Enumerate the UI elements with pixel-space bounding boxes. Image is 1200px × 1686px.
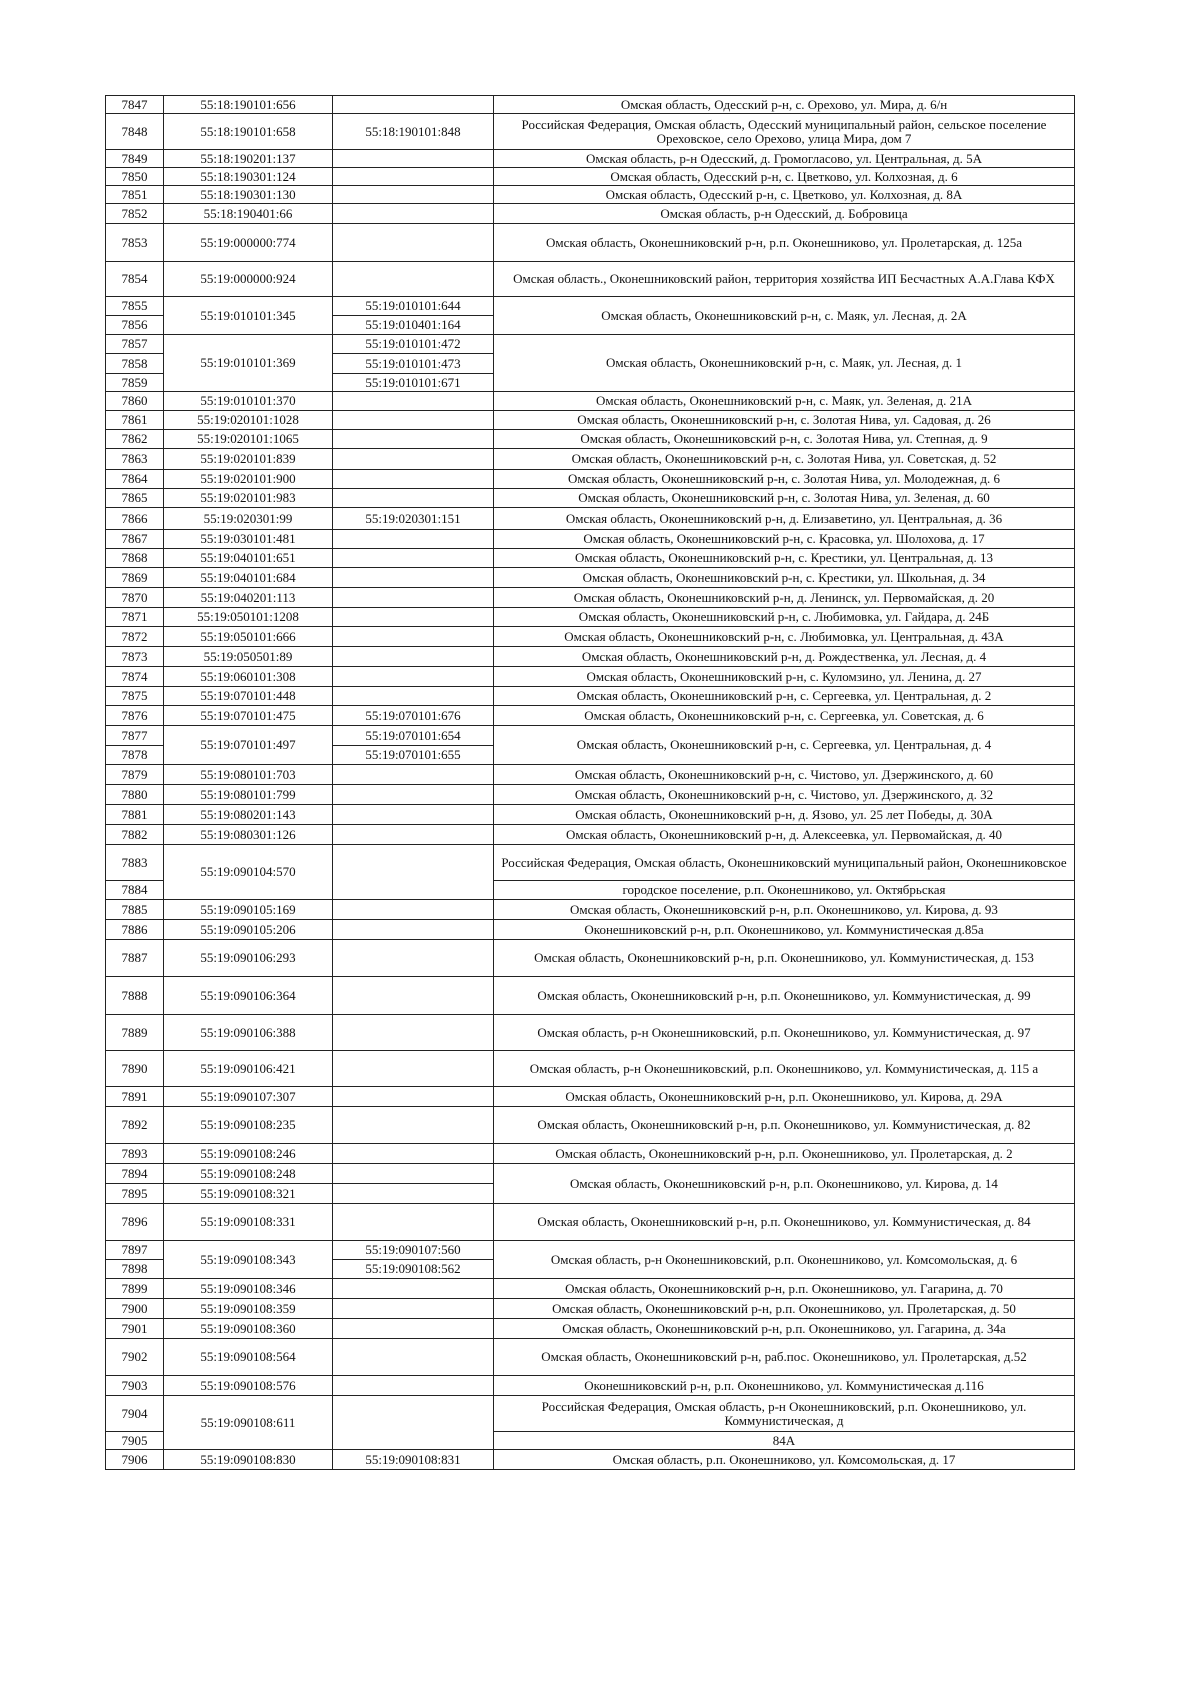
row-number-cell: 7897 (106, 1241, 164, 1260)
table-row (106, 726, 1075, 746)
address-cell: Омская область, Оконешниковский р-н, с. Красовка, ул. Шолохова, д. 17 (494, 530, 1075, 549)
address-cell: Омская область, р-н Оконешниковский, р.п. Оконешниково, ул. Коммунистическая, д. 97 (494, 1015, 1075, 1051)
related-cadastral-number-cell (333, 1107, 494, 1144)
table-row (106, 667, 1075, 687)
cadastral-number-cell: 55:18:190101:658 (164, 114, 333, 150)
row-number-cell: 7888 (106, 977, 164, 1015)
related-cadastral-number-cell (333, 785, 494, 805)
row-number-cell: 7859 (106, 374, 164, 392)
row-number-cell: 7887 (106, 940, 164, 977)
row-number-cell: 7904 (106, 1396, 164, 1432)
cadastral-number-cell: 55:19:070101:475 (164, 706, 333, 726)
table-row (106, 297, 1075, 316)
table-row (106, 549, 1075, 568)
related-cadastral-number-cell (333, 1319, 494, 1339)
table-row (106, 1396, 1075, 1432)
table-row (106, 1087, 1075, 1107)
related-cadastral-number-cell (333, 667, 494, 687)
address-cell: Омская область, Оконешниковский р-н, с. Золотая Нива, ул. Молодежная, д. 6 (494, 470, 1075, 489)
row-number-cell: 7855 (106, 297, 164, 316)
table-row (106, 608, 1075, 627)
table-row (106, 627, 1075, 647)
table-row (106, 1204, 1075, 1241)
related-cadastral-number-cell (333, 530, 494, 549)
related-cadastral-number-cell (333, 940, 494, 977)
address-cell: Омская область, Одесский р-н, с. Орехово, ул. Мира, д. 6/н (494, 96, 1075, 114)
address-cell: Оконешниковский р-н, р.п. Оконешниково, ул. Коммунистическая д.116 (494, 1376, 1075, 1396)
address-cell: Омская область, Оконешниковский р-н, с. Крестики, ул. Школьная, д. 34 (494, 568, 1075, 588)
row-number-cell: 7895 (106, 1184, 164, 1204)
row-number-cell: 7892 (106, 1107, 164, 1144)
row-number-cell: 7901 (106, 1319, 164, 1339)
table-row (106, 430, 1075, 449)
cadastral-number-cell: 55:19:020101:839 (164, 449, 333, 470)
related-cadastral-number-cell (333, 1015, 494, 1051)
related-cadastral-number-cell (333, 825, 494, 845)
row-number-cell: 7867 (106, 530, 164, 549)
row-number-cell: 7853 (106, 224, 164, 262)
related-cadastral-number-cell (333, 1144, 494, 1164)
table-row (106, 706, 1075, 726)
row-number-cell: 7852 (106, 204, 164, 224)
address-cell: Омская область, Оконешниковский р-н, с. Золотая Нива, ул. Садовая, д. 26 (494, 411, 1075, 430)
cadastral-number-cell: 55:19:090107:307 (164, 1087, 333, 1107)
related-cadastral-number-cell: 55:19:010401:164 (333, 316, 494, 335)
related-cadastral-number-cell (333, 1396, 494, 1450)
table-row (106, 449, 1075, 470)
row-number-cell: 7896 (106, 1204, 164, 1241)
cadastral-number-cell: 55:19:020101:983 (164, 489, 333, 508)
row-number-cell: 7870 (106, 588, 164, 608)
address-cell: Омская область, Оконешниковский р-н, с. Куломзино, ул. Ленина, д. 27 (494, 667, 1075, 687)
related-cadastral-number-cell: 55:19:010101:644 (333, 297, 494, 316)
cadastral-number-cell: 55:19:090105:169 (164, 900, 333, 920)
cadastral-number-cell: 55:18:190301:124 (164, 168, 333, 186)
table-row (106, 204, 1075, 224)
related-cadastral-number-cell (333, 168, 494, 186)
table-row (106, 530, 1075, 549)
table-row (106, 508, 1075, 530)
address-cell: Омская область, р-н Одесский, д. Громогласово, ул. Центральная, д. 5А (494, 150, 1075, 168)
row-number-cell: 7862 (106, 430, 164, 449)
table-row (106, 805, 1075, 825)
related-cadastral-number-cell: 55:19:010101:473 (333, 354, 494, 374)
related-cadastral-number-cell (333, 449, 494, 470)
address-cell: Омская область, Оконешниковский р-н, д. Рождественка, ул. Лесная, д. 4 (494, 647, 1075, 667)
related-cadastral-number-cell (333, 568, 494, 588)
cadastral-number-cell: 55:18:190101:656 (164, 96, 333, 114)
address-cell: Российская Федерация, Омская область, Одесский муниципальный район, сельское поселение Ореховское, село Орехово, улица Мира, дом 7 (494, 114, 1075, 150)
row-number-cell: 7856 (106, 316, 164, 335)
row-number-cell: 7883 (106, 845, 164, 881)
row-number-cell: 7885 (106, 900, 164, 920)
cadastral-number-cell: 55:19:010101:345 (164, 297, 333, 335)
cadastral-number-cell: 55:19:010101:370 (164, 392, 333, 411)
cadastral-number-cell: 55:19:050101:1208 (164, 608, 333, 627)
table-row (106, 845, 1075, 881)
table-row (106, 1376, 1075, 1396)
row-number-cell: 7848 (106, 114, 164, 150)
related-cadastral-number-cell: 55:18:190101:848 (333, 114, 494, 150)
table-row (106, 168, 1075, 186)
table-row (106, 1450, 1075, 1470)
related-cadastral-number-cell: 55:19:010101:671 (333, 374, 494, 392)
row-number-cell: 7876 (106, 706, 164, 726)
address-cell: Омская область, Одесский р-н, с. Цветково, ул. Колхозная, д. 8А (494, 186, 1075, 204)
row-number-cell: 7891 (106, 1087, 164, 1107)
table-row (106, 411, 1075, 430)
cadastral-number-cell: 55:19:020301:99 (164, 508, 333, 530)
address-cell: Омская область, Оконешниковский р-н, с. Крестики, ул. Центральная, д. 13 (494, 549, 1075, 568)
table-row (106, 489, 1075, 508)
cadastral-number-cell: 55:19:020101:1028 (164, 411, 333, 430)
row-number-cell: 7851 (106, 186, 164, 204)
address-cell: Омская область, Оконешниковский р-н, д. Елизаветино, ул. Центральная, д. 36 (494, 508, 1075, 530)
related-cadastral-number-cell (333, 430, 494, 449)
row-number-cell: 7906 (106, 1450, 164, 1470)
cadastral-number-cell: 55:19:090108:576 (164, 1376, 333, 1396)
address-cell: Омская область, Оконешниковский р-н, р.п. Оконешниково, ул. Пролетарская, д. 2 (494, 1144, 1075, 1164)
cadastral-number-cell: 55:19:000000:774 (164, 224, 333, 262)
cadastral-number-cell: 55:19:090105:206 (164, 920, 333, 940)
table-row (106, 150, 1075, 168)
cadastral-number-cell: 55:19:030101:481 (164, 530, 333, 549)
table-row (106, 1241, 1075, 1260)
address-cell: Омская область, р-н Оконешниковский, р.п. Оконешниково, ул. Комсомольская, д. 6 (494, 1241, 1075, 1279)
table-row (106, 765, 1075, 785)
cadastral-number-cell: 55:19:090106:388 (164, 1015, 333, 1051)
cadastral-number-cell: 55:19:090108:564 (164, 1339, 333, 1376)
row-number-cell: 7899 (106, 1279, 164, 1299)
related-cadastral-number-cell (333, 647, 494, 667)
address-cell: Омская область, Оконешниковский р-н, р.п. Оконешниково, ул. Кирова, д. 93 (494, 900, 1075, 920)
address-cell: Российская Федерация, Омская область, р-н Оконешниковский, р.п. Оконешниково, ул. Коммунистическая, д (494, 1396, 1075, 1432)
row-number-cell: 7893 (106, 1144, 164, 1164)
cadastral-number-cell: 55:19:090108:343 (164, 1241, 333, 1279)
address-cell: Омская область, Оконешниковский р-н, с. Маяк, ул. Лесная, д. 2А (494, 297, 1075, 335)
cadastral-number-cell: 55:19:090106:293 (164, 940, 333, 977)
table-row (106, 568, 1075, 588)
related-cadastral-number-cell (333, 1339, 494, 1376)
related-cadastral-number-cell (333, 204, 494, 224)
related-cadastral-number-cell (333, 845, 494, 900)
related-cadastral-number-cell: 55:19:010101:472 (333, 335, 494, 354)
related-cadastral-number-cell (333, 977, 494, 1015)
address-cell: Омская область, Оконешниковский р-н, р.п. Оконешниково, ул. Кирова, д. 14 (494, 1164, 1075, 1204)
cadastral-number-cell: 55:19:060101:308 (164, 667, 333, 687)
related-cadastral-number-cell (333, 489, 494, 508)
related-cadastral-number-cell (333, 1164, 494, 1184)
cadastral-number-cell: 55:19:040101:684 (164, 568, 333, 588)
table-row (106, 1051, 1075, 1087)
registry-table (105, 95, 1075, 1470)
row-number-cell: 7894 (106, 1164, 164, 1184)
related-cadastral-number-cell (333, 608, 494, 627)
row-number-cell: 7847 (106, 96, 164, 114)
address-cell: Омская область, Оконешниковский р-н, с. Чистово, ул. Дзержинского, д. 60 (494, 765, 1075, 785)
cadastral-number-cell: 55:19:090104:570 (164, 845, 333, 900)
address-cell: Омская область, Оконешниковский р-н, с. Сергеевка, ул. Центральная, д. 2 (494, 687, 1075, 706)
address-cell: Омская область, Оконешниковский р-н, с. Чистово, ул. Дзержинского, д. 32 (494, 785, 1075, 805)
table-row (106, 940, 1075, 977)
cadastral-number-cell: 55:19:090108:235 (164, 1107, 333, 1144)
row-number-cell: 7860 (106, 392, 164, 411)
row-number-cell: 7882 (106, 825, 164, 845)
address-cell: Российская Федерация, Омская область, Оконешниковский муниципальный район, Оконешниковское (494, 845, 1075, 881)
related-cadastral-number-cell (333, 96, 494, 114)
table-row (106, 1299, 1075, 1319)
related-cadastral-number-cell (333, 186, 494, 204)
table-row (106, 470, 1075, 489)
address-cell: Омская область, Оконешниковский р-н, с. Сергеевка, ул. Советская, д. 6 (494, 706, 1075, 726)
address-cell: Омская область, Оконешниковский р-н, р.п. Оконешниково, ул. Коммунистическая, д. 153 (494, 940, 1075, 977)
row-number-cell: 7905 (106, 1432, 164, 1450)
address-cell: Омская область, р-н Одесский, д. Бобровица (494, 204, 1075, 224)
address-cell: Омская область, Оконешниковский р-н, раб.пос. Оконешниково, ул. Пролетарская, д.52 (494, 1339, 1075, 1376)
cadastral-number-cell: 55:19:080101:703 (164, 765, 333, 785)
row-number-cell: 7881 (106, 805, 164, 825)
related-cadastral-number-cell (333, 150, 494, 168)
related-cadastral-number-cell (333, 411, 494, 430)
related-cadastral-number-cell (333, 1184, 494, 1204)
row-number-cell: 7865 (106, 489, 164, 508)
related-cadastral-number-cell (333, 224, 494, 262)
row-number-cell: 7849 (106, 150, 164, 168)
address-cell: Омская область, Оконешниковский р-н, с. Любимовка, ул. Центральная, д. 43А (494, 627, 1075, 647)
row-number-cell: 7886 (106, 920, 164, 940)
address-cell: Омская область, Одесский р-н, с. Цветково, ул. Колхозная, д. 6 (494, 168, 1075, 186)
cadastral-number-cell: 55:19:090108:359 (164, 1299, 333, 1319)
related-cadastral-number-cell (333, 900, 494, 920)
cadastral-number-cell: 55:19:000000:924 (164, 262, 333, 297)
row-number-cell: 7873 (106, 647, 164, 667)
address-cell: Омская область, Оконешниковский р-н, р.п. Оконешниково, ул. Гагарина, д. 70 (494, 1279, 1075, 1299)
address-cell: Омская область, Оконешниковский р-н, д. Алексеевка, ул. Первомайская, д. 40 (494, 825, 1075, 845)
row-number-cell: 7875 (106, 687, 164, 706)
address-cell: Омская область, Оконешниковский р-н, р.п. Оконешниково, ул. Пролетарская, д. 125а (494, 224, 1075, 262)
cadastral-number-cell: 55:19:040101:651 (164, 549, 333, 568)
address-cell: Омская область, Оконешниковский р-н, с. Маяк, ул. Лесная, д. 1 (494, 335, 1075, 392)
related-cadastral-number-cell (333, 687, 494, 706)
cadastral-number-cell: 55:19:080101:799 (164, 785, 333, 805)
related-cadastral-number-cell (333, 1087, 494, 1107)
address-cell: Омская область, Оконешниковский р-н, с. Золотая Нива, ул. Советская, д. 52 (494, 449, 1075, 470)
cadastral-number-cell: 55:19:090108:246 (164, 1144, 333, 1164)
related-cadastral-number-cell (333, 262, 494, 297)
cadastral-number-cell: 55:19:020101:900 (164, 470, 333, 489)
row-number-cell: 7858 (106, 354, 164, 374)
address-cell: Омская область, Оконешниковский р-н, р.п. Оконешниково, ул. Гагарина, д. 34а (494, 1319, 1075, 1339)
cadastral-number-cell: 55:19:090108:248 (164, 1164, 333, 1184)
row-number-cell: 7861 (106, 411, 164, 430)
address-cell: Оконешниковский р-н, р.п. Оконешниково, ул. Коммунистическая д.85а (494, 920, 1075, 940)
row-number-cell: 7889 (106, 1015, 164, 1051)
related-cadastral-number-cell: 55:19:090108:831 (333, 1450, 494, 1470)
address-cell: Омская область, Оконешниковский р-н, с. Золотая Нива, ул. Степная, д. 9 (494, 430, 1075, 449)
related-cadastral-number-cell: 55:19:020301:151 (333, 508, 494, 530)
row-number-cell: 7903 (106, 1376, 164, 1396)
related-cadastral-number-cell (333, 920, 494, 940)
cadastral-number-cell: 55:18:190401:66 (164, 204, 333, 224)
related-cadastral-number-cell (333, 1204, 494, 1241)
row-number-cell: 7884 (106, 881, 164, 900)
cadastral-number-cell: 55:19:050101:666 (164, 627, 333, 647)
address-cell: Омская область, Оконешниковский р-н, р.п. Оконешниково, ул. Коммунистическая, д. 82 (494, 1107, 1075, 1144)
row-number-cell: 7872 (106, 627, 164, 647)
related-cadastral-number-cell (333, 392, 494, 411)
row-number-cell: 7864 (106, 470, 164, 489)
row-number-cell: 7874 (106, 667, 164, 687)
address-cell: Омская область, Оконешниковский р-н, с. Сергеевка, ул. Центральная, д. 4 (494, 726, 1075, 765)
address-cell: Омская область, Оконешниковский р-н, с. Любимовка, ул. Гайдара, д. 24Б (494, 608, 1075, 627)
cadastral-number-cell: 55:19:090108:346 (164, 1279, 333, 1299)
row-number-cell: 7868 (106, 549, 164, 568)
table-row (106, 1279, 1075, 1299)
cadastral-number-cell: 55:19:090108:611 (164, 1396, 333, 1450)
cadastral-number-cell: 55:18:190301:130 (164, 186, 333, 204)
address-cell: городское поселение, р.п. Оконешниково, ул. Октябрьская (494, 881, 1075, 900)
table-row (106, 392, 1075, 411)
cadastral-number-cell: 55:19:090108:360 (164, 1319, 333, 1339)
row-number-cell: 7900 (106, 1299, 164, 1319)
related-cadastral-number-cell: 55:19:090107:560 (333, 1241, 494, 1260)
table-row (106, 262, 1075, 297)
table-row (106, 1015, 1075, 1051)
related-cadastral-number-cell (333, 1279, 494, 1299)
related-cadastral-number-cell (333, 549, 494, 568)
address-cell: 84А (494, 1432, 1075, 1450)
table-row (106, 785, 1075, 805)
related-cadastral-number-cell (333, 1376, 494, 1396)
address-cell: Омская область, р-н Оконешниковский, р.п. Оконешниково, ул. Коммунистическая, д. 115 а (494, 1051, 1075, 1087)
row-number-cell: 7871 (106, 608, 164, 627)
table-row (106, 224, 1075, 262)
address-cell: Омская область, Оконешниковский р-н, с. Маяк, ул. Зеленая, д. 21А (494, 392, 1075, 411)
cadastral-number-cell: 55:19:090108:321 (164, 1184, 333, 1204)
row-number-cell: 7880 (106, 785, 164, 805)
row-number-cell: 7857 (106, 335, 164, 354)
table-row (106, 920, 1075, 940)
cadastral-number-cell: 55:19:050501:89 (164, 647, 333, 667)
table-row (106, 186, 1075, 204)
address-cell: Омская область, Оконешниковский р-н, р.п. Оконешниково, ул. Пролетарская, д. 50 (494, 1299, 1075, 1319)
cadastral-number-cell: 55:19:010101:369 (164, 335, 333, 392)
row-number-cell: 7898 (106, 1260, 164, 1279)
table-row (106, 1107, 1075, 1144)
cadastral-number-cell: 55:19:090106:364 (164, 977, 333, 1015)
table-row (106, 900, 1075, 920)
table-row (106, 114, 1075, 150)
table-row (106, 687, 1075, 706)
related-cadastral-number-cell: 55:19:070101:655 (333, 746, 494, 765)
address-cell: Омская область, Оконешниковский р-н, р.п. Оконешниково, ул. Кирова, д. 29А (494, 1087, 1075, 1107)
cadastral-number-cell: 55:19:090108:331 (164, 1204, 333, 1241)
row-number-cell: 7850 (106, 168, 164, 186)
cadastral-number-cell: 55:19:080201:143 (164, 805, 333, 825)
table-row (106, 1144, 1075, 1164)
address-cell: Омская область., Оконешниковский район, территория хозяйства ИП Бесчастных А.А.Глава КФХ (494, 262, 1075, 297)
table-row (106, 647, 1075, 667)
cadastral-number-cell: 55:19:070101:448 (164, 687, 333, 706)
address-cell: Омская область, Оконешниковский р-н, д. Ленинск, ул. Первомайская, д. 20 (494, 588, 1075, 608)
table-row (106, 1164, 1075, 1184)
related-cadastral-number-cell: 55:19:070101:676 (333, 706, 494, 726)
row-number-cell: 7854 (106, 262, 164, 297)
row-number-cell: 7878 (106, 746, 164, 765)
registry-table-body (106, 96, 1075, 1470)
related-cadastral-number-cell (333, 765, 494, 785)
related-cadastral-number-cell: 55:19:070101:654 (333, 726, 494, 746)
row-number-cell: 7866 (106, 508, 164, 530)
related-cadastral-number-cell (333, 805, 494, 825)
related-cadastral-number-cell (333, 470, 494, 489)
cadastral-number-cell: 55:19:090106:421 (164, 1051, 333, 1087)
table-row (106, 335, 1075, 354)
related-cadastral-number-cell (333, 588, 494, 608)
table-row (106, 977, 1075, 1015)
related-cadastral-number-cell (333, 1051, 494, 1087)
row-number-cell: 7869 (106, 568, 164, 588)
cadastral-number-cell: 55:19:070101:497 (164, 726, 333, 765)
row-number-cell: 7902 (106, 1339, 164, 1376)
address-cell: Омская область, Оконешниковский р-н, р.п. Оконешниково, ул. Коммунистическая, д. 84 (494, 1204, 1075, 1241)
table-row (106, 1339, 1075, 1376)
table-row (106, 588, 1075, 608)
cadastral-number-cell: 55:19:090108:830 (164, 1450, 333, 1470)
address-cell: Омская область, р.п. Оконешниково, ул. Комсомольская, д. 17 (494, 1450, 1075, 1470)
table-row (106, 825, 1075, 845)
row-number-cell: 7863 (106, 449, 164, 470)
cadastral-number-cell: 55:19:040201:113 (164, 588, 333, 608)
row-number-cell: 7877 (106, 726, 164, 746)
address-cell: Омская область, Оконешниковский р-н, р.п. Оконешниково, ул. Коммунистическая, д. 99 (494, 977, 1075, 1015)
related-cadastral-number-cell: 55:19:090108:562 (333, 1260, 494, 1279)
table-row (106, 96, 1075, 114)
cadastral-number-cell: 55:19:080301:126 (164, 825, 333, 845)
cadastral-number-cell: 55:19:020101:1065 (164, 430, 333, 449)
related-cadastral-number-cell (333, 1299, 494, 1319)
related-cadastral-number-cell (333, 627, 494, 647)
table-row (106, 1319, 1075, 1339)
row-number-cell: 7890 (106, 1051, 164, 1087)
cadastral-number-cell: 55:18:190201:137 (164, 150, 333, 168)
address-cell: Омская область, Оконешниковский р-н, д. Язово, ул. 25 лет Победы, д. 30А (494, 805, 1075, 825)
row-number-cell: 7879 (106, 765, 164, 785)
address-cell: Омская область, Оконешниковский р-н, с. Золотая Нива, ул. Зеленая, д. 60 (494, 489, 1075, 508)
